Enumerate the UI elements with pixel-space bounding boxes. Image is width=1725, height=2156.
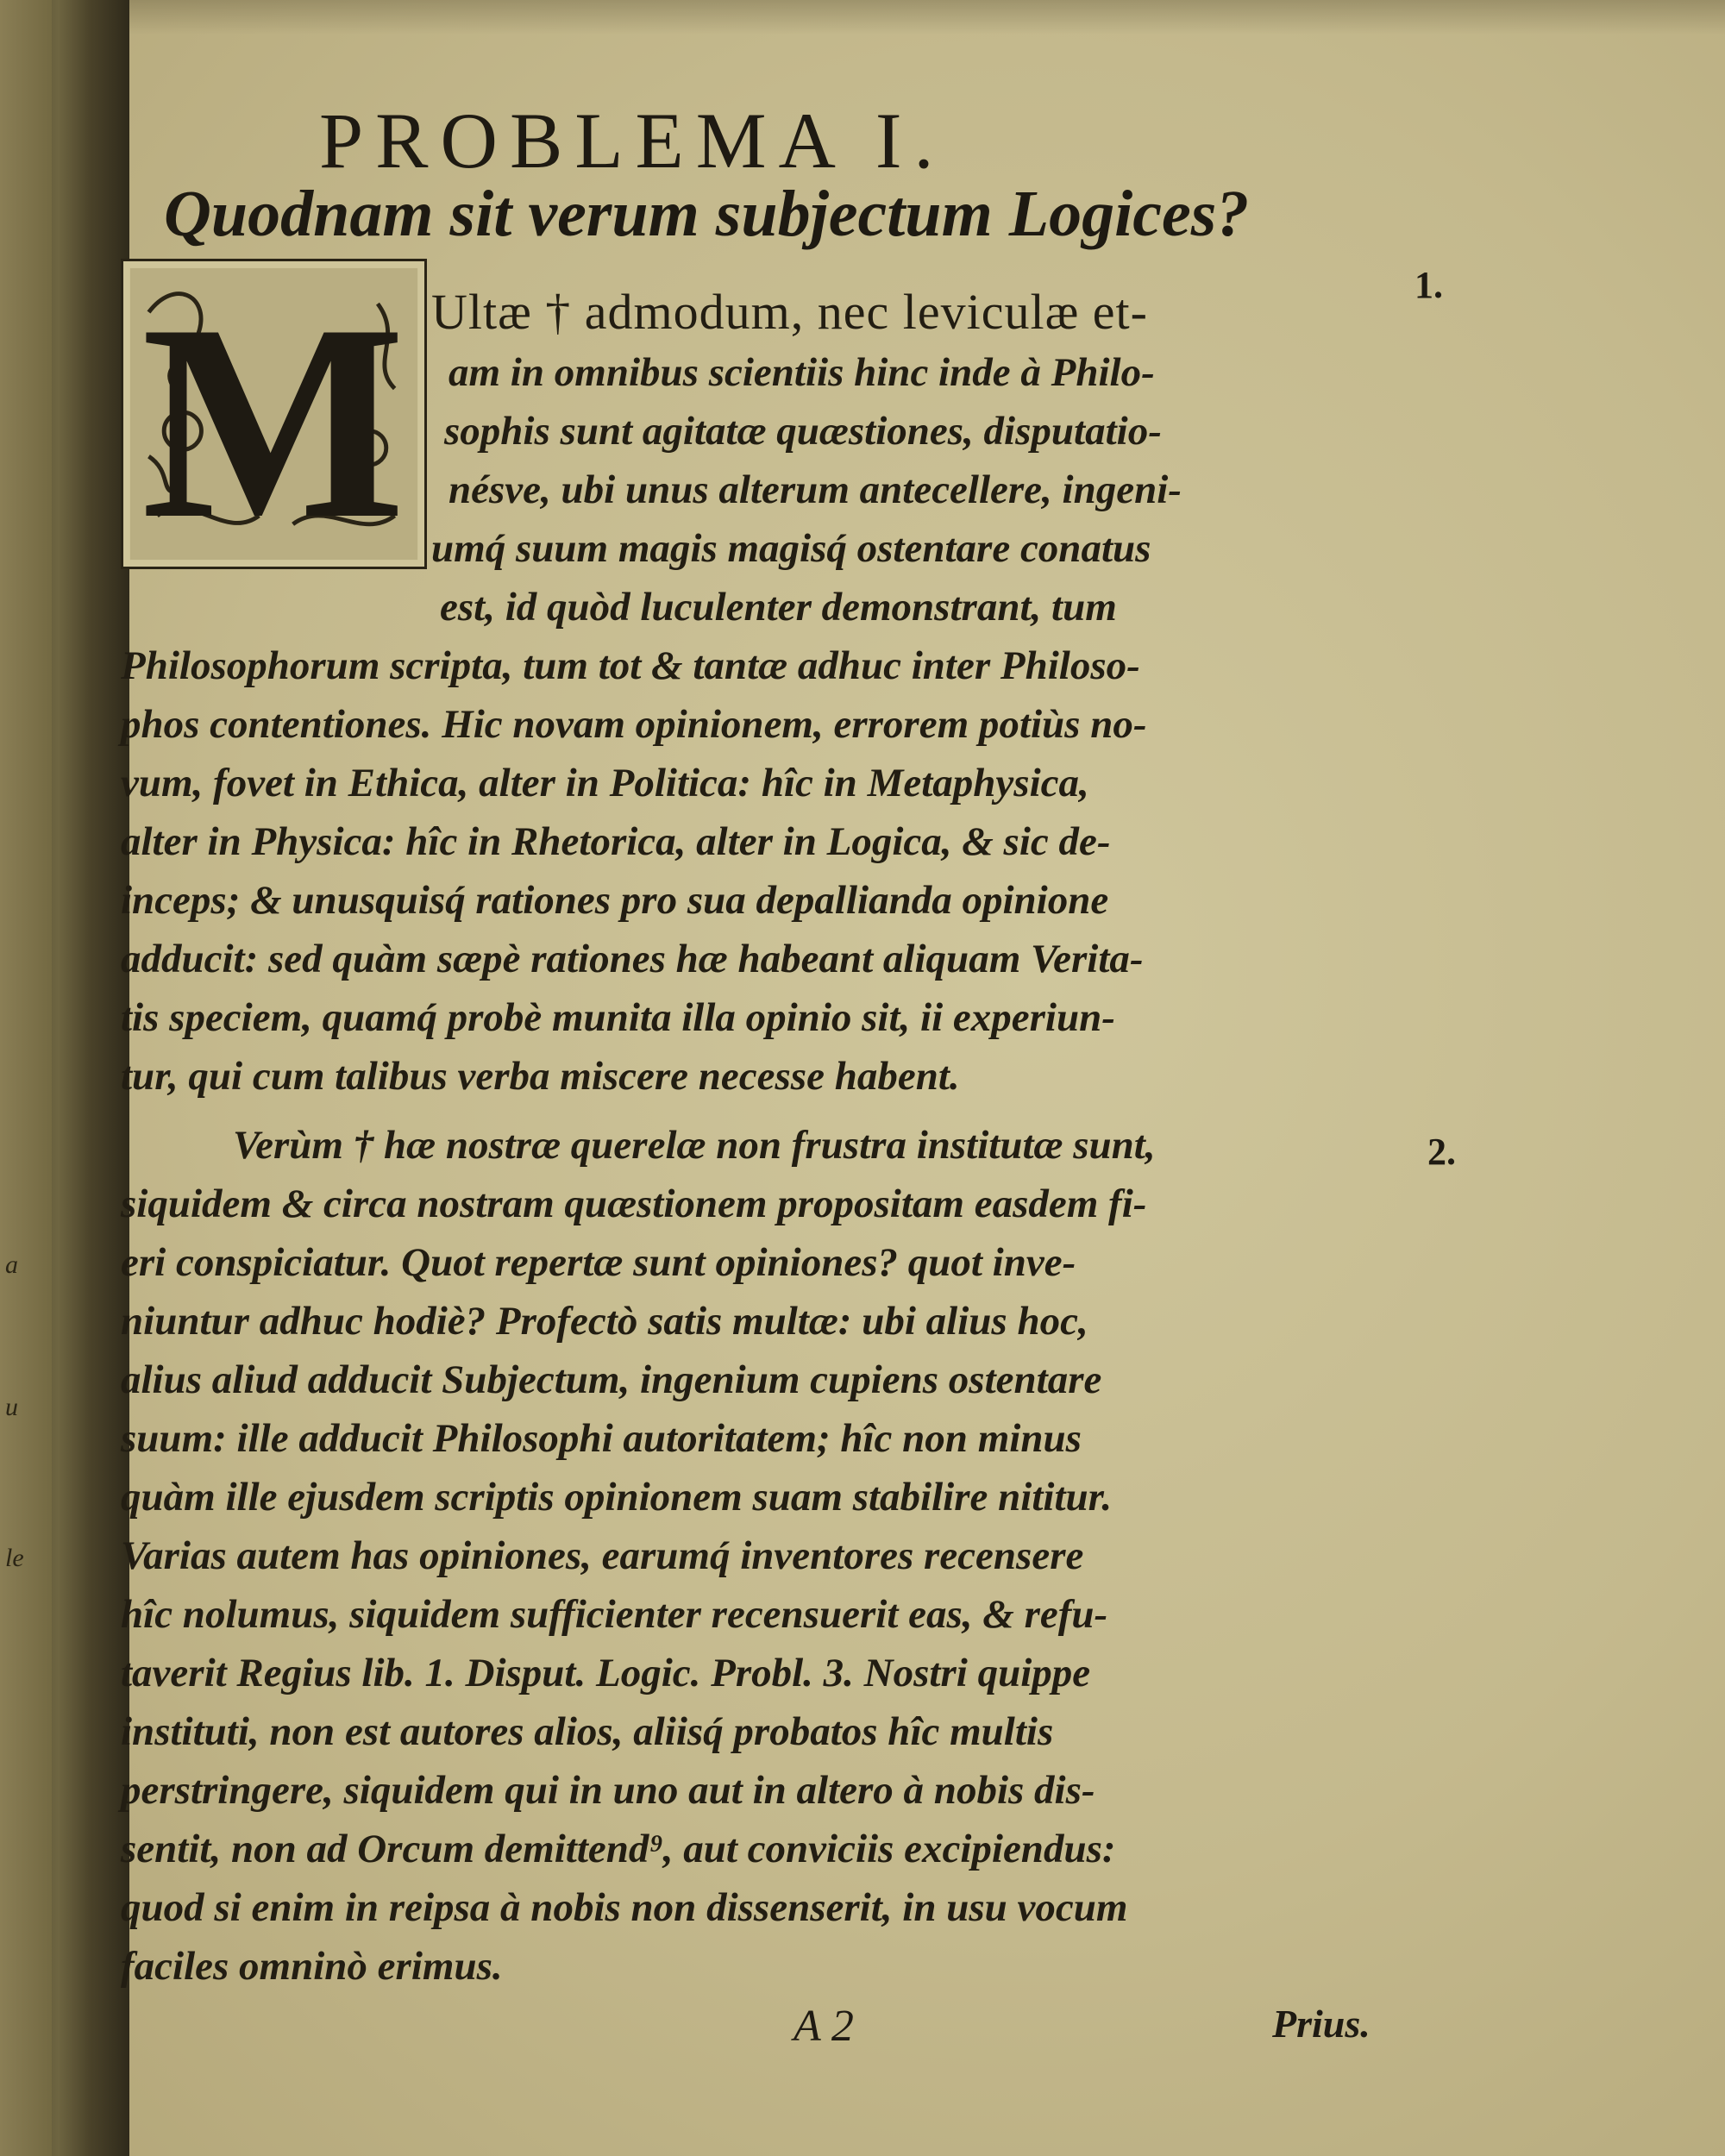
text-line: quàm ille ejusdem scriptis opinionem suam stabilire nititur. [121,1475,1113,1520]
bleed-letter: a [5,1250,18,1279]
text-line: tur, qui cum talibus verba miscere necesse habent. [121,1054,960,1099]
text-line: phos contentiones. Hic novam opinionem, errorem potiùs no- [121,702,1147,747]
text-line: hîc nolumus, siquidem sufficienter recensuerit eas, & refu- [121,1592,1108,1637]
svg-text:M: M [141,266,406,567]
margin-number: 2. [1427,1131,1456,1173]
text-line: taverit Regius lib. 1. Disput. Logic. Probl. 3. Nostri quippe [121,1651,1091,1695]
text-line: sophis sunt agitatæ quæstiones, disputatio- [444,409,1162,454]
decorated-initial [121,259,427,569]
ornament-initial-icon [123,261,424,567]
text-line: vum, fovet in Ethica, alter in Politica: hîc in Metaphysica, [121,761,1089,805]
text-line: adducit: sed quàm sæpè rationes hæ habeant aliquam Verita- [121,937,1144,981]
signature-mark: A 2 [794,2002,854,2051]
margin-number: 1. [1414,264,1443,306]
text-line: Varias autem has opiniones, earumq́ inventores recensere [121,1533,1084,1578]
text-line: quod si enim in reipsa à nobis non dissenserit, in usu vocum [121,1885,1128,1930]
text-line: instituti, non est autores alios, aliisq́ probatos hîc multis [121,1709,1054,1754]
page-title: PROBLEMA I. [319,97,946,185]
text-line: umq́ suum magis magisq́ ostentare conatus [431,526,1151,571]
text-line: alius aliud adducit Subjectum, ingenium cupiens ostentare [121,1357,1102,1402]
text-line: Verùm † hæ nostræ querelæ non frustra institutæ sunt, [233,1123,1156,1168]
text-line: sentit, non ad Orcum demittend⁹, aut conviciis excipiendus: [121,1827,1116,1871]
text-line: suum: ille adducit Philosophi autoritatem; hîc non minus [121,1416,1082,1461]
text-line: Ultæ † admodum, nec leviculæ et- [431,284,1148,340]
text-line: am in omnibus scientiis hinc inde à Philo- [448,350,1155,395]
page-subtitle: Quodnam sit verum subjectum Logices? [164,178,1250,250]
text-line: perstringere, siquidem qui in uno aut in altero à nobis dis- [121,1768,1095,1813]
text-line: inceps; & unusquisq́ rationes pro sua depallianda opinione [121,878,1109,923]
facing-page-edge [0,0,52,2156]
text-line: tis speciem, quamq́ probè munita illa opinio sit, ii experiun- [121,995,1115,1040]
text-line: est, id quòd luculenter demonstrant, tum [440,585,1117,630]
bleed-letter: le [5,1544,24,1572]
bleed-letter: u [5,1393,18,1421]
text-line: Philosophorum scripta, tum tot & tantæ adhuc inter Philoso- [121,643,1140,688]
text-line: eri conspiciatur. Quot repertæ sunt opiniones? quot inve- [121,1240,1076,1285]
page-top-shadow [129,0,1725,34]
text-line: faciles omninò erimus. [121,1944,503,1989]
text-line: nésve, ubi unus alterum antecellere, ingeni- [448,467,1182,512]
text-line: niuntur adhuc hodiè? Profectò satis multæ: ubi alius hoc, [121,1299,1088,1344]
catchword: Prius. [1272,2002,1371,2046]
text-line: siquidem & circa nostram quæstionem propositam easdem fi- [121,1181,1147,1226]
text-line: alter in Physica: hîc in Rhetorica, alter in Logica, & sic de- [121,819,1111,864]
